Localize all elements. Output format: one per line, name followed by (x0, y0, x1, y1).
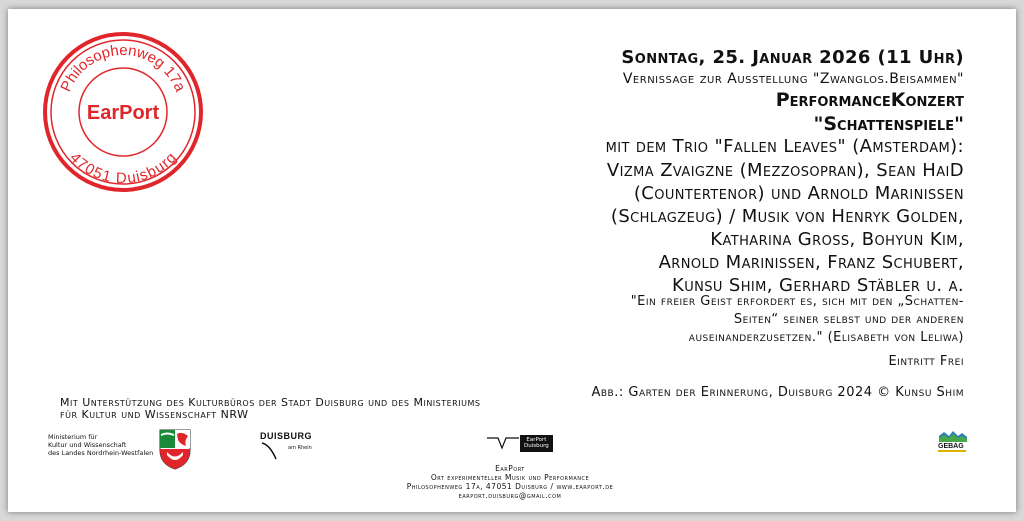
quote-line: Seiten“ seiner selbst und der anderen (733, 312, 964, 327)
stamp-center: EarPort (86, 102, 160, 124)
duisburg-logo-sub: am Rhein (288, 445, 312, 451)
gebag-logo-text: GEBAG (938, 443, 964, 450)
footer-tagline: Ort experimenteller Musik und Performance (430, 473, 590, 482)
program-line: (Schlagzeug) / Musik von Henryk Golden, (610, 206, 964, 227)
program-line: (Countertenor) und Arnold Marinissen (633, 183, 964, 204)
ministry-line: Ministerium für (48, 433, 98, 441)
stamp-bottom-arc: 47051 Duisburg (65, 149, 181, 188)
admission-text: Eintritt Frei (888, 354, 964, 369)
program-line: Kunsu Shim, Gerhard Stäbler u. a. (671, 275, 964, 296)
quote-line: auseinanderzusetzen." (Elisabeth von Leliwa) (688, 330, 964, 345)
ministry-logo-text (48, 433, 153, 457)
earport-stamp-logo (38, 27, 208, 197)
program-line: mit dem Trio "Fallen Leaves" (Amsterdam): (605, 136, 964, 157)
footer (310, 464, 710, 500)
duisburg-logo-swoosh (260, 441, 312, 461)
ministry-line: Kultur und Wissenschaft (48, 441, 127, 449)
support-line: Mit Unterstützung des Kulturbüros der Stadt Duisburg und des Ministeriums (60, 396, 481, 409)
footer-address: Philosophenweg 17a, 47051 Duisburg / www.earport.de (406, 482, 614, 491)
gebag-underline (938, 450, 966, 452)
gebag-logo (938, 429, 968, 452)
event-date: Sonntag, 25. Januar 2026 (11 Uhr) (621, 47, 964, 68)
earport-footer-logo (486, 434, 553, 452)
ministry-line: des Landes Nordrhein-Westfalen (48, 449, 154, 457)
quote-line: "Ein freier Geist erfordert es, sich mit den „Schatten- (630, 294, 964, 309)
earport-box-line: EarPort (526, 436, 547, 443)
earport-wave-icon (486, 434, 520, 452)
footer-name: EarPort (495, 464, 525, 473)
gebag-houses-icon (938, 429, 968, 443)
flyer-card (8, 9, 1016, 512)
earport-box-line: Duisburg (524, 443, 549, 449)
stamp-top-arc: Philosophenweg 17a (57, 41, 189, 95)
footer-email: earport.duisburg@gmail.com (458, 491, 562, 500)
program-line: Katharina Gross, Bohyun Kim, (710, 229, 964, 250)
image-caption: Abb.: Garten der Erinnerung, Duisburg 2024 © Kunsu Shim (591, 385, 964, 400)
performance-heading: PerformanceKonzert (775, 89, 964, 111)
vernissage-line: Vernissage zur Ausstellung "Zwanglos.Beisammen" (622, 71, 964, 87)
program-line: Vizma Zvaigzne (Mezzosopran), Sean HaiD (606, 160, 964, 181)
nrw-coat-of-arms-logo (158, 428, 192, 470)
support-line: für Kultur und Wissenschaft NRW (60, 408, 249, 421)
concert-title: "Schattenspiele" (813, 113, 964, 135)
program-line: Arnold Marinissen, Franz Schubert, (658, 252, 964, 273)
duisburg-logo-word: DUISBURG (260, 431, 313, 441)
earport-box (520, 435, 553, 452)
duisburg-logo (260, 431, 312, 461)
